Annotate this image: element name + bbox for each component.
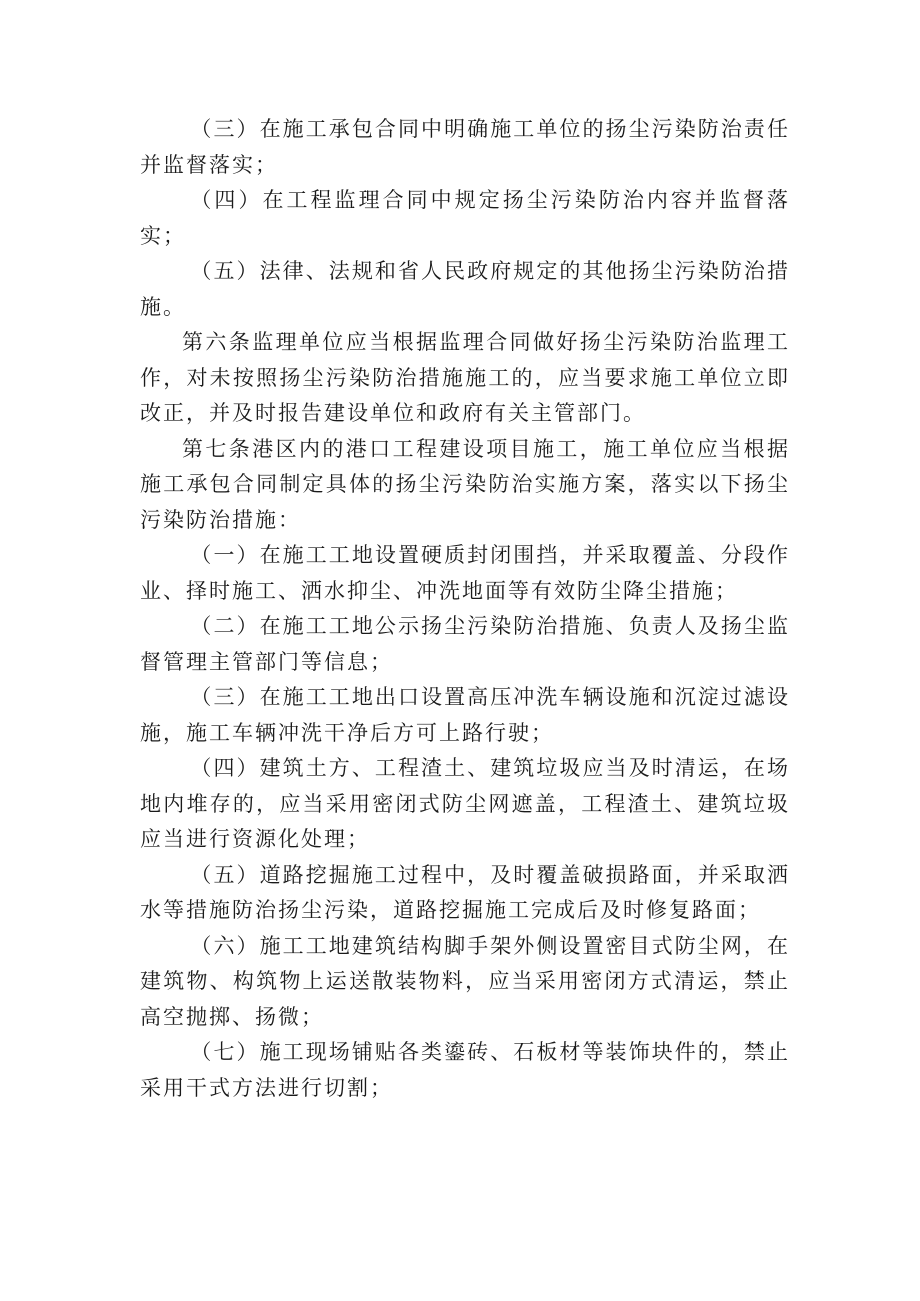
article-paragraph: 第六条监理单位应当根据监理合同做好扬尘污染防治监理工作，对未按照扬尘污染防治措施施工的，应当要求施工单位立即改正，并及时报告建设单位和政府有关主管部门。	[140, 330, 790, 425]
document-body	[140, 112, 790, 1106]
article-paragraph: 第七条港区内的港口工程建设项目施工，施工单位应当根据施工承包合同制定具体的扬尘污染防治实施方案，落实以下扬尘污染防治措施：	[140, 436, 790, 532]
clause-item: （七）施工现场铺贴各类鎏砖、石板材等装饰块件的，禁止采用干式方法进行切割；	[140, 1040, 790, 1100]
clause-item: （五）道路挖掘施工过程中，及时覆盖破损路面，并采取洒水等措施防治扬尘污染，道路挖掘施工完成后及时修复路面；	[140, 862, 790, 922]
clause-item: （三）在施工承包合同中明确施工单位的扬尘污染防治责任并监督落实；	[140, 117, 790, 177]
clause-item: （三）在施工工地出口设置高压冲洗车辆设施和沉淀过滤设施，施工车辆冲洗干净后方可上路行驶；	[140, 685, 790, 745]
clause-item: （一）在施工工地设置硬质封闭围挡，并采取覆盖、分段作业、择时施工、洒水抑尘、冲洗地面等有效防尘降尘措施；	[140, 543, 790, 603]
clause-item: （六）施工工地建筑结构脚手架外侧设置密目式防尘网，在建筑物、构筑物上运送散装物料，应当采用密闭方式清运，禁止高空抛掷、扬微；	[140, 933, 790, 1029]
clause-item: （五）法律、法规和省人民政府规定的其他扬尘污染防治措施。	[140, 259, 790, 319]
clause-item: （四）在工程监理合同中规定扬尘污染防治内容并监督落实；	[140, 188, 790, 248]
clause-item: （二）在施工工地公示扬尘污染防治措施、负责人及扬尘监督管理主管部门等信息；	[140, 614, 790, 674]
clause-item: （四）建筑土方、工程渣土、建筑垃圾应当及时清运，在场地内堆存的，应当采用密闭式防尘网遮盖，工程渣土、建筑垃圾应当进行资源化处理；	[140, 756, 790, 851]
